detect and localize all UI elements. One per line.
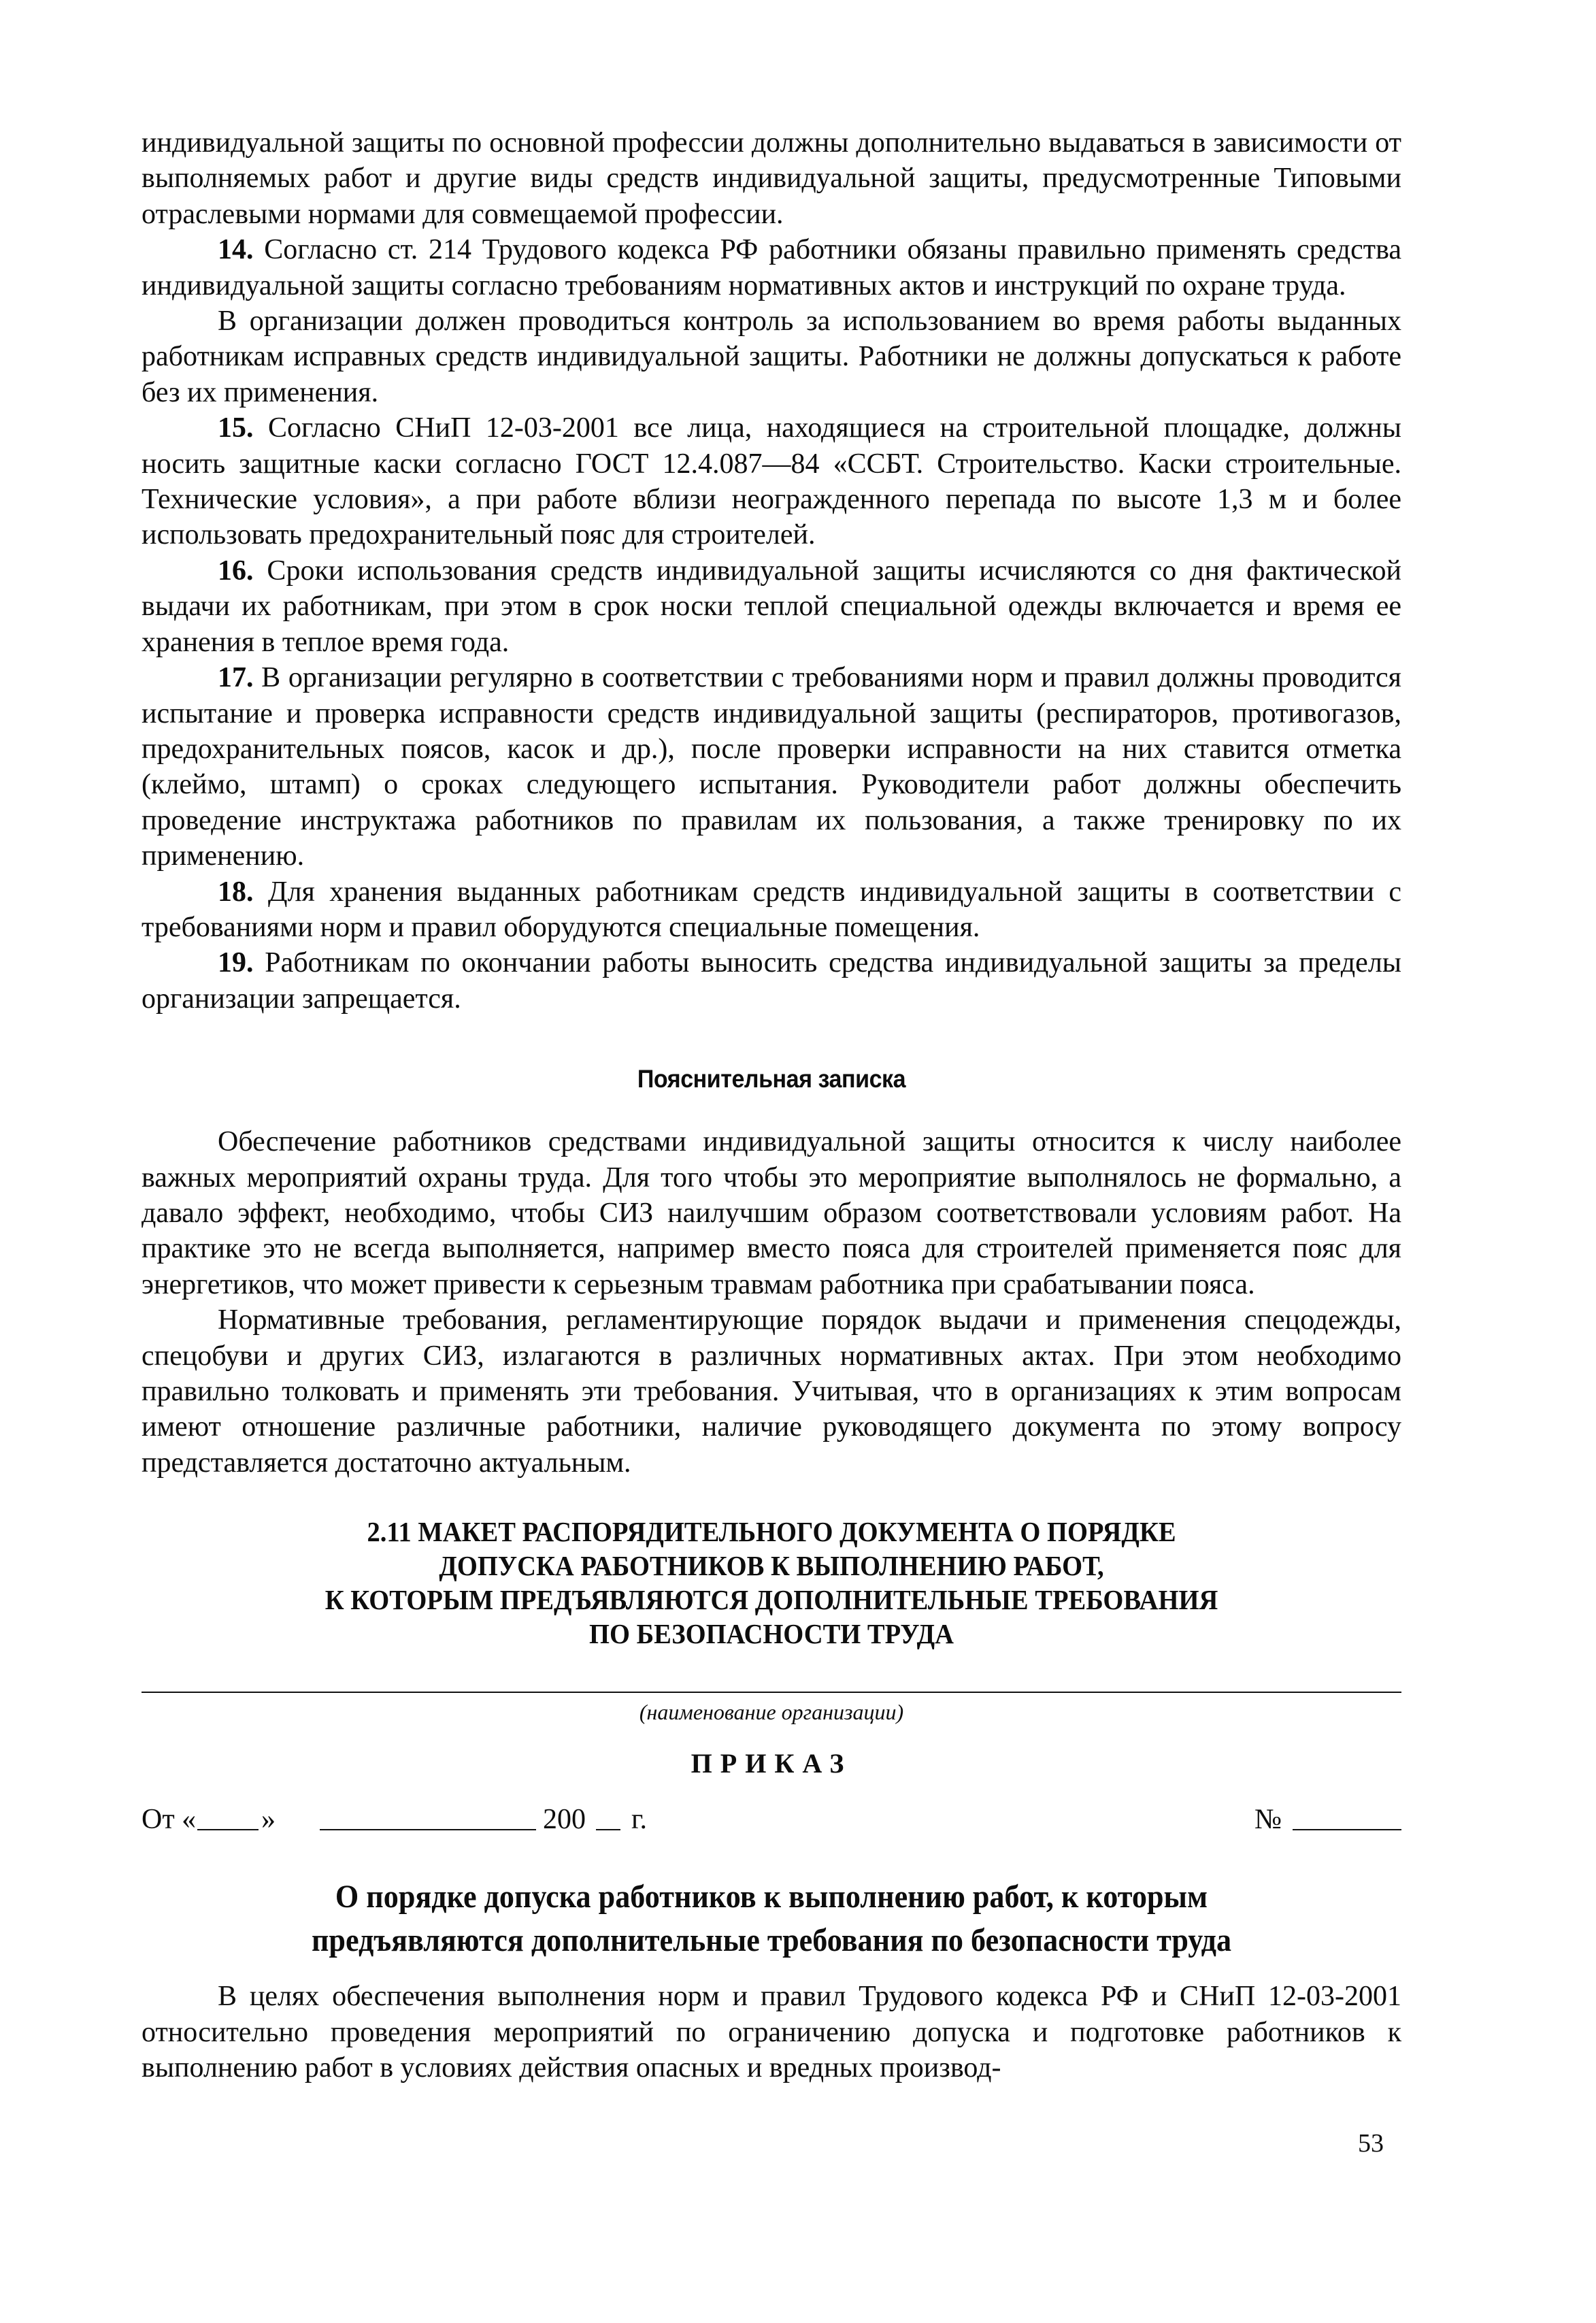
date-prefix: От « bbox=[142, 1804, 197, 1836]
note-title: Пояснительная записка bbox=[637, 1065, 906, 1093]
number-blank bbox=[1293, 1802, 1401, 1830]
year-text: 200 bbox=[543, 1804, 586, 1836]
section-heading bbox=[180, 1515, 1364, 1651]
page-content bbox=[142, 125, 1401, 2086]
order-intro: В целях обеспечения выполнения норм и правил Трудового кодекса РФ и СНиП 12-03-2001 относительно проведения мероприятий по ограничению допуска и подготовке работников к выполнению работ в условиях действия опасных и вредных производ- bbox=[142, 1981, 1401, 2084]
organization-caption: (наименование организации) bbox=[639, 1700, 904, 1725]
section-heading-line: ДОПУСКА РАБОТНИКОВ К ВЫПОЛНЕНИЮ РАБОТ, bbox=[439, 1550, 1104, 1582]
date-quote-close: » bbox=[261, 1804, 276, 1836]
organization-block bbox=[142, 1692, 1401, 1726]
number-label: № bbox=[1254, 1804, 1282, 1836]
order-subject-line: предъявляются дополнительные требования по безопасности труда bbox=[311, 1922, 1232, 1959]
section-heading-line: 2.11 МАКЕТ РАСПОРЯДИТЕЛЬНОГО ДОКУМЕНТА О ПОРЯДКЕ bbox=[367, 1516, 1176, 1548]
order-subject bbox=[192, 1875, 1351, 1962]
order-title: ПРИКАЗ bbox=[691, 1748, 852, 1779]
paragraph-15: 15. Согласно СНиП 12-03-2001 все лица, находящиеся на строительной площадке, должны носить защитные каски согласно ГОСТ 12.4.087—84 «ССБТ. Строительство. Каски строительные. Технические условия», а при работе вблизи неогражденного перепада по высоте 1,3 м и более использовать предохранительный пояс для строителей. bbox=[142, 412, 1401, 551]
note-paragraph: Обеспечение работников средствами индивидуальной защиты относится к числу наиболее важных мероприятий охраны труда. Для того чтобы это мероприятие выполнялось не формально, а давало эффект, необходимо, чтобы СИЗ наилучшим образом соответствовали условиям работ. На практике это не всегда выполняется, например вместо пояса для строителей применяется пояс для энергетиков, что может привести к серьезным травмам работника при срабатывании пояса. bbox=[142, 1126, 1401, 1300]
page-number: 53 bbox=[1358, 2129, 1384, 2158]
paragraph-number: 19. bbox=[218, 947, 254, 979]
paragraph-18: 18. Для хранения выданных работникам средств индивидуальной защиты в соответствии с требованиями норм и правил оборудуются специальные помещения. bbox=[142, 876, 1401, 943]
note-paragraph: Нормативные требования, регламентирующие порядок выдачи и применения спецодежды, спецобуви и других СИЗ, излагаются в различных нормативных актах. При этом необходимо правильно толковать и применять эти требования. Учитывая, что в организациях к этим вопросам имеют отношение различные работники, наличие руководящего документа по этому вопросу представляется достаточно актуальным. bbox=[142, 1304, 1401, 1479]
paragraph-17: 17. В организации регулярно в соответствии с требованиями норм и правил должны проводится испытание и проверка исправности средств индивидуальной защиты (респираторов, противогазов, предохранительных поясов, касок и др.), после проверки исправности на них ставится отметка (клеймо, штамп) о сроках следующего испытания. Руководители работ должны обеспечить проведение инструктажа работников по правилам их пользования, а также тренировку по их применению. bbox=[142, 662, 1401, 872]
paragraph-16: 16. Сроки использования средств индивидуальной защиты исчисляются со дня фактической выдачи их работникам, при этом в срок носки теплой специальной одежды включается и время ее хранения в теплое время года. bbox=[142, 555, 1401, 658]
paragraph-continued: индивидуальной защиты по основной профессии должны дополнительно выдаваться в зависимости от выполняемых работ и другие виды средств индивидуальной защиты, предусмотренные Типовыми отраслевыми нормами для совмещаемой профессии. bbox=[142, 127, 1401, 230]
year-blank bbox=[596, 1802, 620, 1830]
order-date-row bbox=[142, 1802, 1401, 1843]
section-heading-line: ПО БЕЗОПАСНОСТИ ТРУДА bbox=[589, 1618, 954, 1650]
paragraph-number: 17. bbox=[218, 662, 254, 694]
paragraph-number: 18. bbox=[218, 876, 254, 908]
paragraph-14: 14. Согласно ст. 214 Трудового кодекса РФ работники обязаны правильно применять средства индивидуальной защиты согласно требованиям нормативных актов и инструкций по охране труда. bbox=[142, 234, 1401, 301]
paragraph-number: 15. bbox=[218, 412, 254, 444]
order-subject-line: О порядке допуска работников к выполнению работ, к которым bbox=[335, 1879, 1208, 1915]
paragraph-number: 16. bbox=[218, 555, 254, 587]
paragraph-19: 19. Работникам по окончании работы выносить средства индивидуальной защиты за пределы организации запрещается. bbox=[142, 947, 1401, 1015]
year-suffix: г. bbox=[631, 1804, 647, 1836]
organization-name-line bbox=[142, 1692, 1401, 1693]
paragraph-control: В организации должен проводиться контроль за использованием во время работы выданных работникам исправных средств индивидуальной защиты. Работники не должны допускаться к работе без их применения. bbox=[142, 306, 1401, 408]
day-blank bbox=[197, 1802, 259, 1830]
section-heading-line: К КОТОРЫМ ПРЕДЪЯВЛЯЮТСЯ ДОПОЛНИТЕЛЬНЫЕ ТРЕБОВАНИЯ bbox=[325, 1584, 1218, 1616]
month-blank bbox=[320, 1802, 536, 1830]
paragraph-number: 14. bbox=[218, 234, 254, 266]
